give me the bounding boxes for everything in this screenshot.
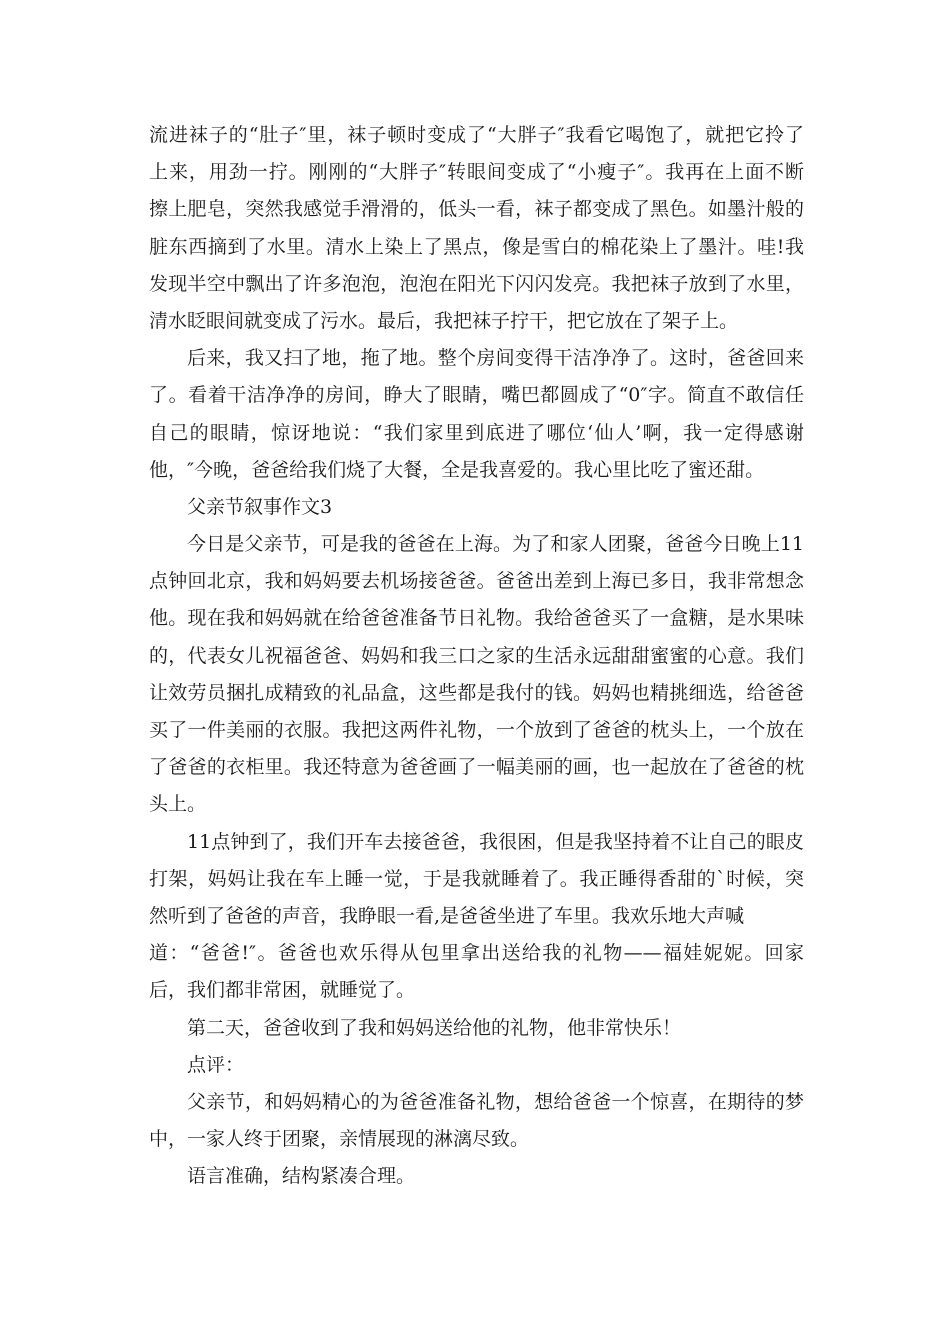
text-line: 后，我们都非常困，就睡觉了。 bbox=[149, 979, 416, 1002]
text-line: 他。现在我和妈妈就在给爸爸准备节日礼物。我给爸爸买了一盒糖，是水果味 bbox=[149, 607, 804, 630]
text-line: 自己的眼睛，惊讶地说：“我们家里到底进了哪位‘仙人’啊，我一定得感谢 bbox=[149, 421, 804, 444]
section-heading: 父亲节叙事作文3 bbox=[187, 495, 333, 518]
text-line: 然听到了爸爸的声音，我睁眼一看,是爸爸坐进了车里。我欢乐地大声喊 bbox=[149, 904, 745, 927]
text-line: 脏东西摘到了水里。清水上染上了黑点，像是雪白的棉花染上了墨汁。哇!我 bbox=[149, 235, 804, 258]
document-body bbox=[149, 117, 804, 1195]
text-line: 头上。 bbox=[149, 793, 207, 816]
text-line: 发现半空中飘出了许多泡泡，泡泡在阳光下闪闪发亮。我把袜子放到了水里， bbox=[149, 272, 804, 295]
text-line: 父亲节，和妈妈精心的为爸爸准备礼物，想给爸爸一个惊喜，在期待的梦 bbox=[187, 1090, 804, 1113]
text-line: 他，″今晚，爸爸给我们烧了大餐，全是我喜爱的。我心里比吃了蜜还甜。 bbox=[149, 458, 765, 481]
text-line: 点钟回北京，我和妈妈要去机场接爸爸。爸爸出差到上海已多日，我非常想念 bbox=[149, 570, 804, 593]
text-line: 中，一家人终于团聚，亲情展现的淋漓尽致。 bbox=[149, 1128, 530, 1151]
text-line: 11点钟到了，我们开车去接爸爸，我很困，但是我坚持着不让自己的眼皮 bbox=[187, 830, 804, 853]
text-line: 打架，妈妈让我在车上睡一觉，于是我就睡着了。我正睡得香甜的`时候，突 bbox=[149, 867, 804, 890]
text-line: 了。看着干洁净净的房间，睁大了眼睛，嘴巴都圆成了“0″字。简直不敢信任 bbox=[149, 384, 804, 407]
text-line: 擦上肥皂，突然我感觉手滑滑的，低头一看，袜子都变成了黑色。如墨汁般的 bbox=[149, 198, 804, 221]
text-line: 上来，用劲一拧。刚刚的“大胖子″转眼间变成了“小瘦子″。我再在上面不断 bbox=[149, 161, 804, 184]
text-line: 第二天，爸爸收到了我和妈妈送给他的礼物，他非常快乐！ bbox=[187, 1016, 682, 1039]
text-line: 买了一件美丽的衣服。我把这两件礼物，一个放到了爸爸的枕头上，一个放在 bbox=[149, 719, 804, 741]
text-line: 语言准确，结构紧凑合理。 bbox=[187, 1165, 416, 1188]
comment-heading: 点评： bbox=[187, 1053, 245, 1076]
text-line: 流进袜子的“肚子″里，袜子顿时变成了“大胖子″我看它喝饱了，就把它拎了 bbox=[149, 124, 804, 146]
text-line: 的，代表女儿祝福爸爸、妈妈和我三口之家的生活永远甜甜蜜蜜的心意。我们 bbox=[149, 644, 804, 667]
text-line: 了爸爸的衣柜里。我还特意为爸爸画了一幅美丽的画，也一起放在了爸爸的枕 bbox=[149, 756, 804, 779]
text-line: 道：“爸爸!″。爸爸也欢乐得从包里拿出送给我的礼物——福娃妮妮。回家 bbox=[149, 942, 804, 965]
text-line: 今日是父亲节，可是我的爸爸在上海。为了和家人团聚，爸爸今日晚上11 bbox=[187, 533, 804, 556]
text-line: 让效劳员捆扎成精致的礼品盒，这些都是我付的钱。妈妈也精挑细选，给爸爸 bbox=[149, 681, 804, 704]
text-line: 后来，我又扫了地，拖了地。整个房间变得干洁净净了。这时，爸爸回来 bbox=[187, 347, 804, 370]
text-line: 清水眨眼间就变成了污水。最后，我把袜子拧干，把它放在了架子上。 bbox=[149, 309, 739, 332]
